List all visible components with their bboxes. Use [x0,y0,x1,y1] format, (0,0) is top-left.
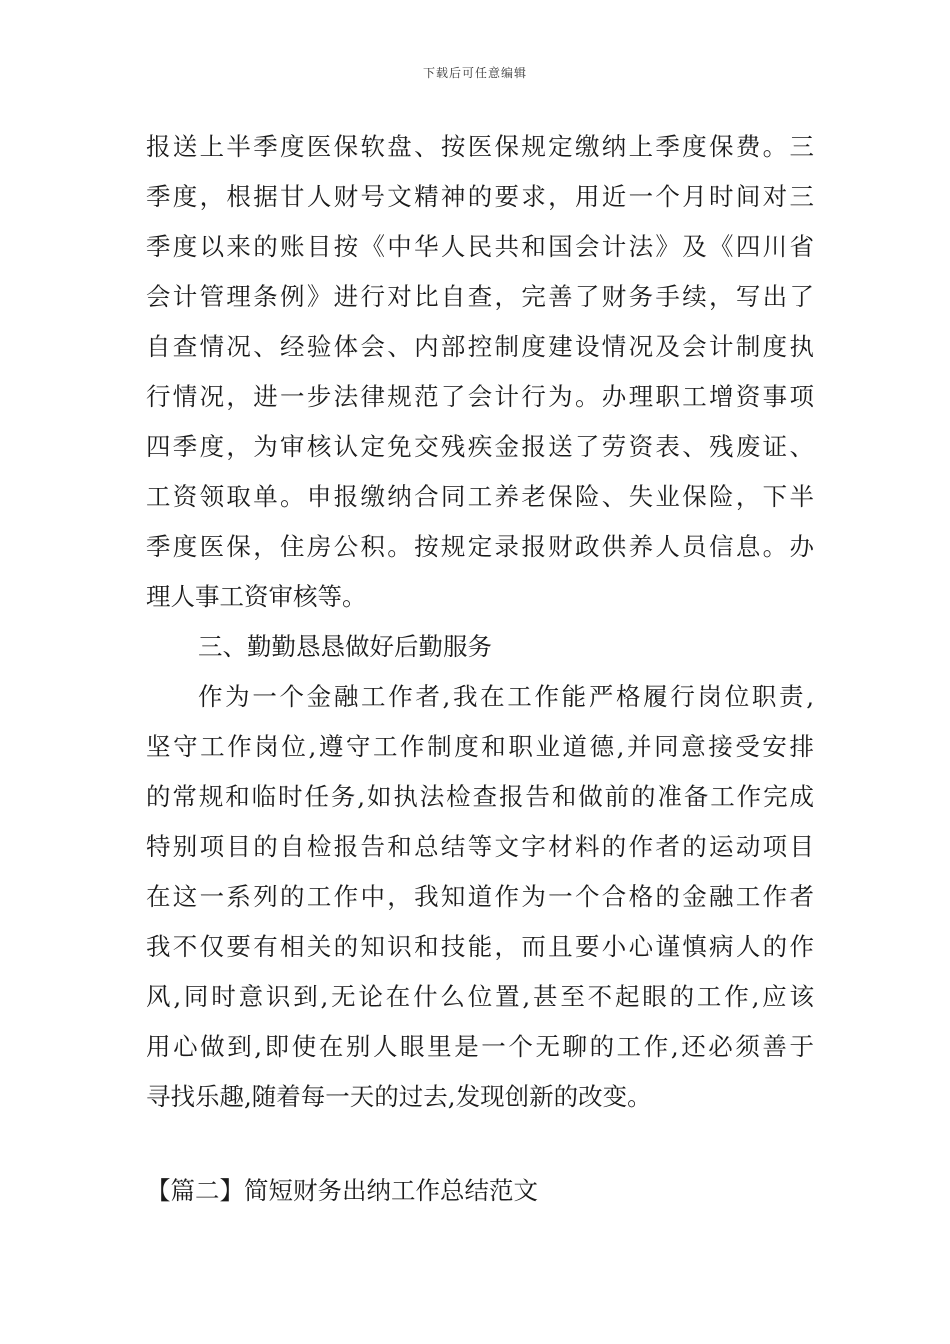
section-spacer [146,1122,814,1166]
text-line: 报送上半季度医保软盘、按医保规定缴纳上季度保费。三 [146,132,814,161]
text-line: 寻找乐趣,随着每一天的过去,发现创新的改变。 [146,1082,652,1111]
document-body [146,122,814,1216]
text-line: 会计管理条例》进行对比自查，完善了财务手续，写出了 [146,282,814,311]
text-line: 四季度，为审核认定免交残疾金报送了劳资表、残废证、 [146,432,814,461]
text-line: 作为一个金融工作者,我在工作能严格履行岗位职责, [198,682,814,711]
text-line: 工资领取单。申报缴纳合同工养老保险、失业保险，下半 [146,482,814,511]
paragraph-2 [146,672,814,1122]
text-line: 季度，根据甘人财号文精神的要求，用近一个月时间对三 [146,182,814,211]
header-note: 下载后可任意编辑 [422,66,527,80]
text-line: 用心做到,即使在别人眼里是一个无聊的工作,还必须善于 [146,1032,814,1061]
text-line: 的常规和临时任务,如执法检查报告和做前的准备工作完成 [146,782,814,811]
text-line: 特别项目的自检报告和总结等文字材料的作者的运动项目 [146,832,814,861]
text-line: 风,同时意识到,无论在什么位置,甚至不起眼的工作,应该 [146,982,814,1011]
text-line: 我不仅要有相关的知识和技能，而且要小心谨慎病人的作 [146,932,814,961]
text-line: 季度以来的账目按《中华人民共和国会计法》及《四川省 [146,232,814,261]
section-title: 【篇二】简短财务出纳工作总结范文 [146,1176,538,1205]
text-line: 在这一系列的工作中，我知道作为一个合格的金融工作者 [146,882,814,911]
text-line: 理人事工资审核等。 [146,582,367,611]
text-line: 自查情况、经验体会、内部控制度建设情况及会计制度执 [146,332,814,361]
text-line: 坚守工作岗位,遵守工作制度和职业道德,并同意接受安排 [146,732,814,761]
section-heading: 三、勤勤恳恳做好后勤服务 [198,632,492,661]
text-line: 行情况，进一步法律规范了会计行为。办理职工增资事项 [146,382,814,411]
paragraph-1 [146,122,814,622]
text-line: 季度医保，住房公积。按规定录报财政供养人员信息。办 [146,532,814,561]
